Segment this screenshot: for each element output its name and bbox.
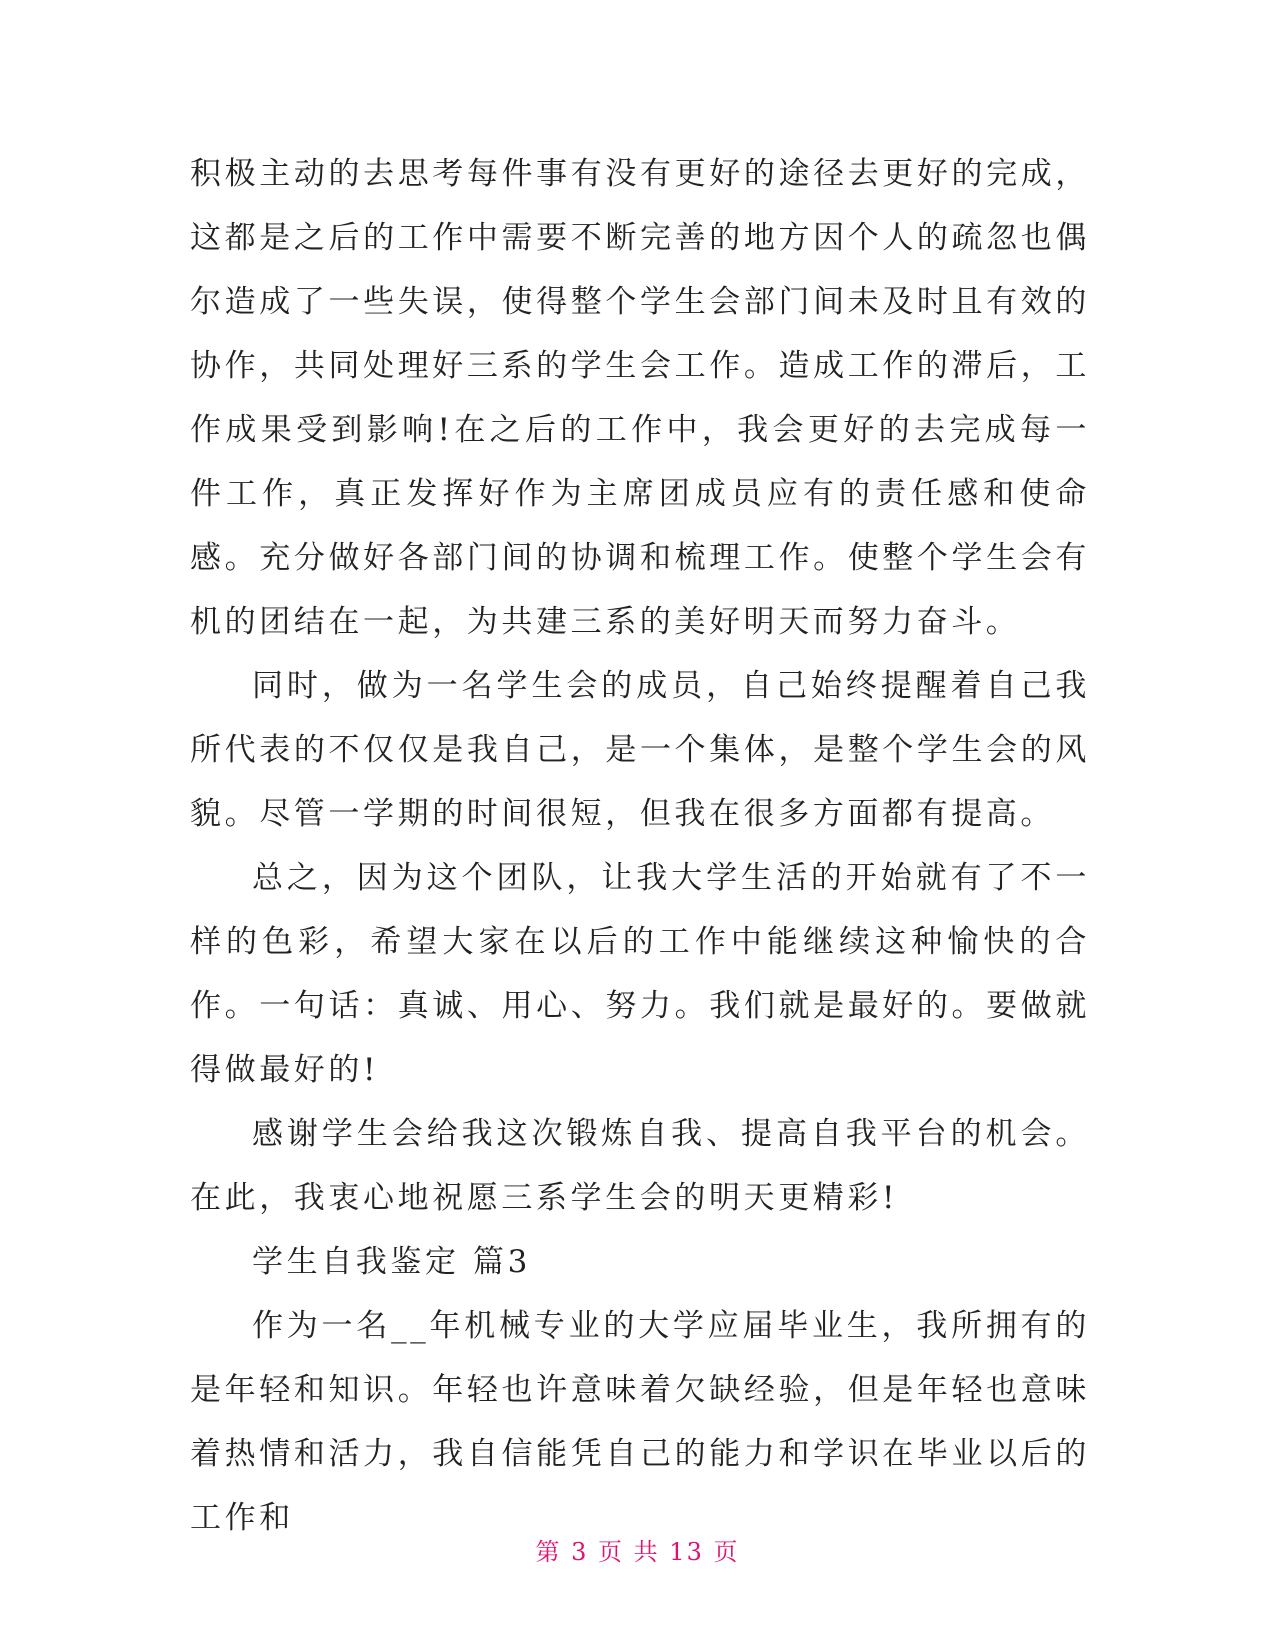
paragraph-thanks: 感谢学生会给我这次锻炼自我、提高自我平台的机会。在此，我衷心地祝愿三系学生会的明天更精彩! — [190, 1116, 1090, 1216]
page-number: 第 3 页 共 13 页 — [535, 1538, 740, 1566]
page-footer — [0, 1532, 1275, 1567]
section-heading: 学生自我鉴定 篇3 — [252, 1244, 531, 1280]
paragraph-member: 同时，做为一名学生会的成员，自己始终提醒着自己我所代表的不仅仅是我自己，是一个集体，是整个学生会的风貌。尽管一学期的时间很短，但我在很多方面都有提高。 — [190, 668, 1090, 832]
paragraph-continuation: 积极主动的去思考每件事有没有更好的途径去更好的完成，这都是之后的工作中需要不断完善的地方因个人的疏忽也偶尔造成了一些失误，使得整个学生会部门间未及时且有效的协作，共同处理好三系的学生会工作。造成工作的滞后，工作成果受到影响!在之后的工作中，我会更好的去完成每一件工作，真正发挥好作为主席团成员应有的责任感和使命感。充分做好各部门间的协调和梳理工作。使整个学生会有机的团结在一起，为共建三系的美好明天而努力奋斗。 — [190, 156, 1090, 640]
document-body — [190, 142, 1090, 1550]
paragraph-graduate: 作为一名__年机械专业的大学应届毕业生，我所拥有的是年轻和知识。年轻也许意味着欠缺经验，但是年轻也意味着热情和活力，我自信能凭自己的能力和学识在毕业以后的工作和 — [190, 1308, 1090, 1536]
paragraph-summary: 总之，因为这个团队，让我大学生活的开始就有了不一样的色彩，希望大家在以后的工作中能继续这种愉快的合作。一句话：真诚、用心、努力。我们就是最好的。要做就得做最好的! — [190, 860, 1090, 1088]
